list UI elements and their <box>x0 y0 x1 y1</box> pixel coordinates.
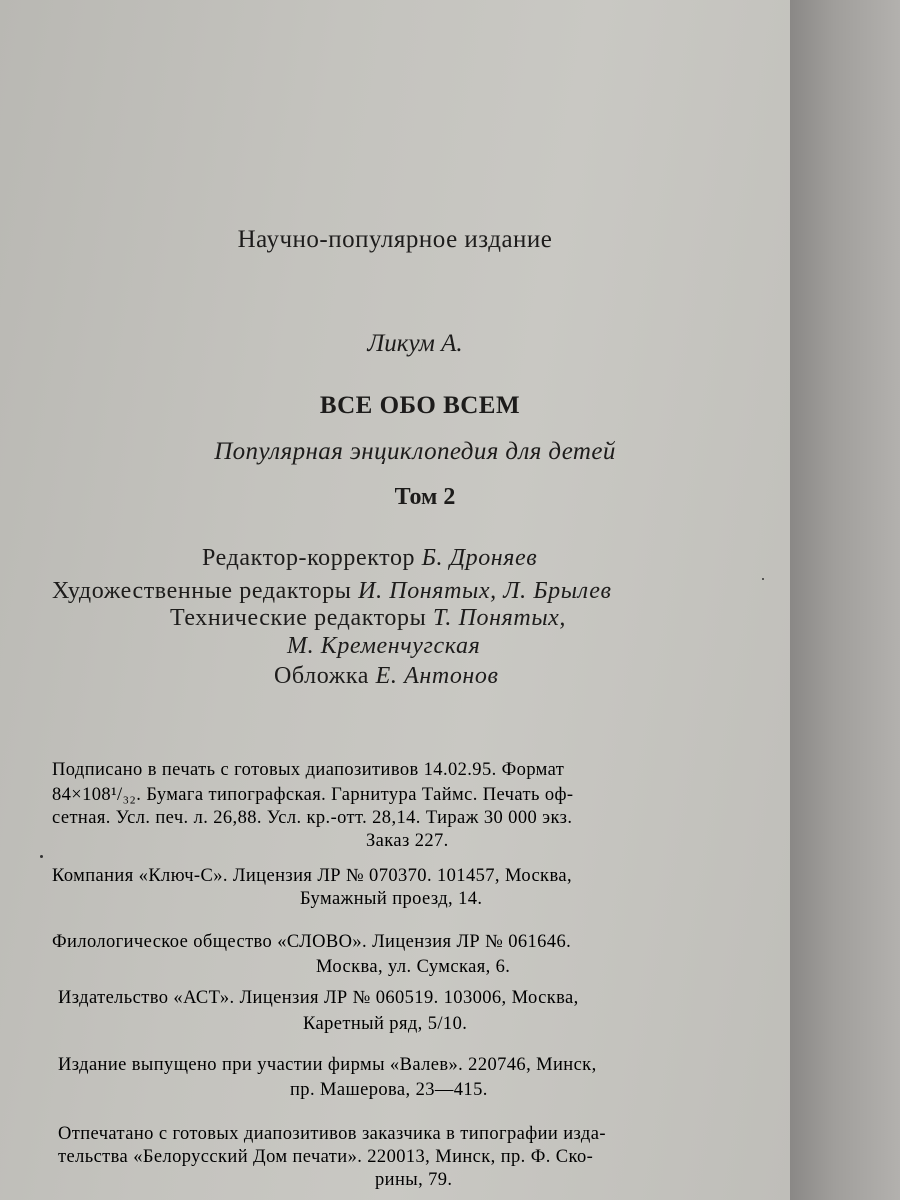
imprint-line: Издание выпущено при участии фирмы «Валев». 220746, Минск, <box>58 1055 597 1075</box>
imprint-line: пр. Машерова, 23—415. <box>290 1080 488 1100</box>
credit-names: М. Кременчугская <box>287 633 481 659</box>
credit-role: Технические редакторы <box>170 605 427 631</box>
paper-speck <box>762 578 764 580</box>
credit-line <box>274 663 499 690</box>
imprint-line: Издательство «АСТ». Лицензия ЛР № 060519. 103006, Москва, <box>58 988 579 1008</box>
book-subtitle: Популярная энциклопедия для детей <box>214 438 616 465</box>
underlying-page-edge <box>790 0 900 1200</box>
credit-names: И. Понятых, Л. Брылев <box>358 578 612 604</box>
imprint-line: тельства «Белорусский Дом печати». 220013, Минск, пр. Ф. Ско- <box>58 1147 594 1167</box>
credit-role: Обложка <box>274 663 370 689</box>
imprint-line: 84×108¹/₃₂. Бумага типографская. Гарнитура Таймс. Печать оф- <box>52 785 574 805</box>
imprint-line: Бумажный проезд, 14. <box>300 889 483 909</box>
imprint-line: Филологическое общество «СЛОВО». Лицензия ЛР № 061646. <box>52 932 572 952</box>
imprint-line: Москва, ул. Сумская, 6. <box>316 957 511 977</box>
credit-line <box>287 633 480 660</box>
author: Ликум А. <box>367 330 463 357</box>
credit-names: Е. Антонов <box>375 663 499 689</box>
imprint-line: Подписано в печать с готовых диапозитивов 14.02.95. Формат <box>52 760 565 780</box>
credit-line <box>202 545 537 572</box>
imprint-line: Отпечатано с готовых диапозитивов заказчика в типографии изда- <box>58 1124 606 1144</box>
credit-role: Редактор-корректор <box>202 545 416 571</box>
edition-type: Научно-популярное издание <box>237 226 553 253</box>
credit-names: Т. Понятых, <box>432 605 567 631</box>
credit-role: Художественные редакторы <box>52 578 352 604</box>
volume-number: Том 2 <box>394 484 456 510</box>
imprint-line: рины, 79. <box>375 1170 453 1190</box>
paper-speck <box>40 855 43 858</box>
imprint-line: сетная. Усл. печ. л. 26,88. Усл. кр.-отт. 28,14. Тираж 30 000 экз. <box>52 808 573 828</box>
credit-names: Б. Дроняев <box>421 545 538 571</box>
imprint-line: Заказ 227. <box>366 831 449 851</box>
credit-line <box>52 578 612 605</box>
imprint-line: Каретный ряд, 5/10. <box>303 1014 468 1034</box>
credit-line <box>170 605 566 632</box>
book-title: ВСЕ ОБО ВСЕМ <box>319 392 521 419</box>
imprint-line: Компания «Ключ-С». Лицензия ЛР № 070370. 101457, Москва, <box>52 866 572 886</box>
